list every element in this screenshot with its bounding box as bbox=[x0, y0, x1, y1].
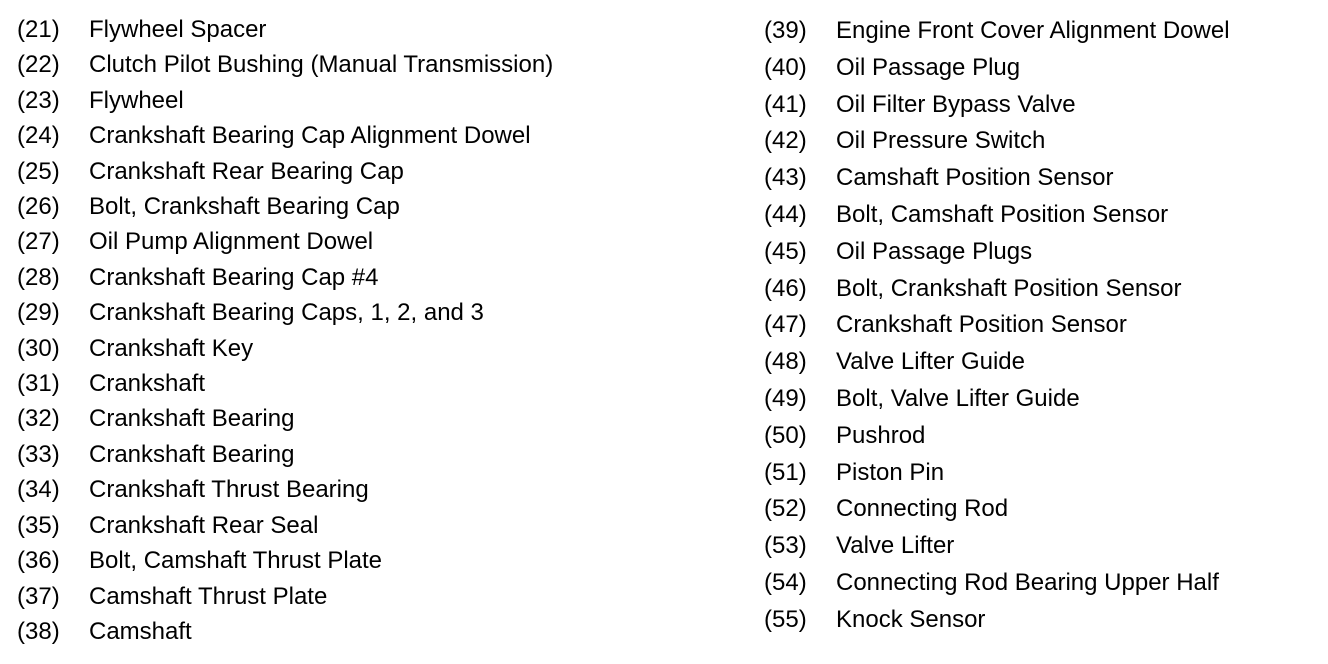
legend-number: (39) bbox=[764, 17, 807, 44]
legend-label: Crankshaft Key bbox=[89, 334, 254, 362]
legend-item bbox=[17, 224, 553, 259]
legend-number: (36) bbox=[17, 547, 60, 575]
legend-label: Crankshaft Bearing Cap #4 bbox=[89, 263, 379, 291]
legend-item bbox=[764, 234, 1230, 271]
legend-label: Clutch Pilot Bushing (Manual Transmission) bbox=[89, 51, 554, 79]
legend-item bbox=[764, 87, 1230, 124]
legend-item bbox=[764, 565, 1230, 602]
legend-number: (30) bbox=[17, 334, 60, 362]
legend-label: Crankshaft Thrust Bearing bbox=[89, 476, 369, 504]
legend-item bbox=[764, 307, 1230, 344]
legend-number: (46) bbox=[764, 274, 807, 302]
legend-item bbox=[17, 83, 553, 118]
legend-item bbox=[17, 472, 553, 507]
legend-item bbox=[17, 579, 553, 614]
legend-number: (23) bbox=[17, 86, 60, 114]
legend-item bbox=[17, 154, 553, 189]
legend-number: (21) bbox=[17, 16, 60, 43]
legend-item bbox=[764, 160, 1230, 197]
legend-number: (43) bbox=[764, 164, 807, 192]
legend-label: Camshaft Position Sensor bbox=[836, 164, 1114, 192]
legend-number: (24) bbox=[17, 122, 60, 150]
legend-item bbox=[764, 271, 1230, 308]
legend-number: (25) bbox=[17, 157, 60, 185]
legend-number: (52) bbox=[764, 495, 807, 523]
legend-item bbox=[17, 47, 553, 82]
legend-number: (33) bbox=[17, 440, 60, 468]
legend-number: (54) bbox=[764, 568, 807, 596]
legend-label: Crankshaft Rear Seal bbox=[89, 511, 319, 539]
legend-label: Crankshaft Bearing bbox=[89, 405, 295, 433]
legend-item bbox=[17, 508, 553, 543]
legend-label: Bolt, Camshaft Thrust Plate bbox=[89, 547, 383, 575]
legend-item bbox=[764, 344, 1230, 381]
legend-number: (50) bbox=[764, 421, 807, 449]
legend-number: (38) bbox=[17, 617, 60, 645]
legend-number: (26) bbox=[17, 193, 60, 221]
legend-label: Crankshaft Bearing Cap Alignment Dowel bbox=[89, 122, 531, 150]
legend-number: (29) bbox=[17, 299, 60, 327]
legend-item bbox=[764, 455, 1230, 492]
legend-column-right bbox=[764, 13, 1230, 639]
legend-label: Piston Pin bbox=[836, 458, 945, 486]
legend-item bbox=[764, 491, 1230, 528]
legend-label: Flywheel Spacer bbox=[89, 16, 267, 43]
legend-number: (51) bbox=[764, 458, 807, 486]
legend-label: Crankshaft Rear Bearing Cap bbox=[89, 157, 404, 185]
legend-item bbox=[17, 437, 553, 472]
legend-number: (48) bbox=[764, 348, 807, 376]
legend-label: Crankshaft Bearing Caps, 1, 2, and 3 bbox=[89, 299, 484, 327]
legend-label: Valve Lifter bbox=[836, 532, 955, 560]
legend-item bbox=[764, 50, 1230, 87]
legend-label: Crankshaft bbox=[89, 370, 206, 398]
legend-label: Connecting Rod Bearing Upper Half bbox=[836, 568, 1219, 596]
legend-label: Engine Front Cover Alignment Dowel bbox=[836, 17, 1230, 44]
legend-item bbox=[764, 123, 1230, 160]
legend-number: (27) bbox=[17, 228, 60, 256]
legend-number: (32) bbox=[17, 405, 60, 433]
legend-column-left bbox=[17, 12, 553, 649]
legend-label: Bolt, Camshaft Position Sensor bbox=[836, 200, 1169, 228]
legend-item bbox=[764, 13, 1230, 50]
legend-label: Crankshaft Bearing bbox=[89, 440, 295, 468]
legend-item bbox=[764, 418, 1230, 455]
legend-label: Oil Filter Bypass Valve bbox=[836, 90, 1076, 118]
legend-number: (28) bbox=[17, 263, 60, 291]
legend-item bbox=[17, 366, 553, 401]
legend-label: Connecting Rod bbox=[836, 495, 1009, 523]
legend-label: Valve Lifter Guide bbox=[836, 348, 1025, 376]
legend-item bbox=[17, 260, 553, 295]
legend-item bbox=[764, 381, 1230, 418]
legend-item bbox=[17, 543, 553, 578]
legend-item bbox=[17, 614, 553, 649]
legend-label: Oil Pump Alignment Dowel bbox=[89, 228, 374, 256]
legend-number: (47) bbox=[764, 311, 807, 339]
legend-number: (49) bbox=[764, 384, 807, 412]
legend-number: (55) bbox=[764, 605, 807, 633]
legend-item bbox=[17, 331, 553, 366]
legend-number: (42) bbox=[764, 127, 807, 155]
legend-label: Camshaft Thrust Plate bbox=[89, 582, 328, 610]
legend-number: (44) bbox=[764, 200, 807, 228]
legend-label: Flywheel bbox=[89, 86, 184, 114]
legend-label: Bolt, Valve Lifter Guide bbox=[836, 384, 1080, 412]
legend-number: (53) bbox=[764, 532, 807, 560]
legend-number: (41) bbox=[764, 90, 807, 118]
legend-number: (37) bbox=[17, 582, 60, 610]
legend-number: (40) bbox=[764, 53, 807, 81]
legend-item bbox=[17, 12, 553, 47]
legend-item bbox=[764, 602, 1230, 639]
legend-label: Oil Pressure Switch bbox=[836, 127, 1046, 155]
legend-item bbox=[17, 401, 553, 436]
legend-label: Bolt, Crankshaft Bearing Cap bbox=[89, 193, 400, 221]
legend-item bbox=[764, 528, 1230, 565]
legend-label: Oil Passage Plugs bbox=[836, 237, 1033, 265]
legend-label: Bolt, Crankshaft Position Sensor bbox=[836, 274, 1182, 302]
legend-number: (34) bbox=[17, 476, 60, 504]
legend-label: Pushrod bbox=[836, 421, 926, 449]
legend-label: Knock Sensor bbox=[836, 605, 986, 633]
legend-item bbox=[764, 197, 1230, 234]
legend-label: Camshaft bbox=[89, 617, 192, 645]
legend-label: Oil Passage Plug bbox=[836, 53, 1021, 81]
legend-number: (45) bbox=[764, 237, 807, 265]
legend-number: (35) bbox=[17, 511, 60, 539]
legend-item bbox=[17, 118, 553, 153]
legend-item bbox=[17, 189, 553, 224]
legend-item bbox=[17, 295, 553, 330]
legend-label: Crankshaft Position Sensor bbox=[836, 311, 1127, 339]
legend-number: (31) bbox=[17, 370, 60, 398]
legend-number: (22) bbox=[17, 51, 60, 79]
